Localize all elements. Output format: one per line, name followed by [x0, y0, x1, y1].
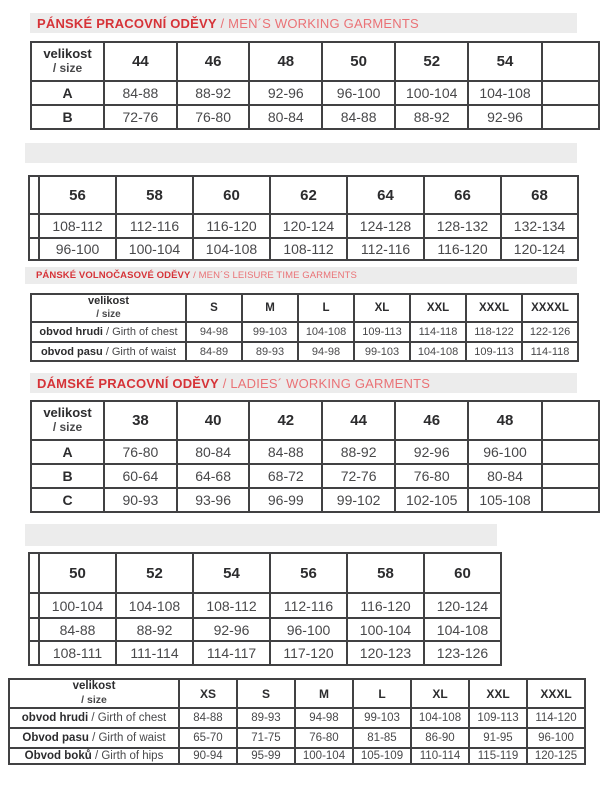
value-cell: 100-104 — [347, 618, 424, 641]
row-label-cell — [9, 748, 179, 764]
ladies-working-table-part1-clip — [30, 400, 600, 519]
value-cell: 123-126 — [424, 641, 501, 665]
value-cell: 108-112 — [39, 214, 116, 238]
corner-cell — [31, 42, 104, 81]
section-title-czech: DÁMSKÉ PRACOVNÍ ODĚVY — [37, 375, 219, 391]
size-cell: 46 — [395, 401, 468, 440]
size-cell: 54 — [193, 553, 270, 593]
value-cell: 120-125 — [527, 748, 585, 764]
value-cell: 92-96 — [468, 105, 541, 129]
row-label-cell: C — [31, 488, 104, 512]
corner-label-czech: velikost — [43, 46, 92, 62]
measurement-row — [29, 214, 578, 238]
corner-label-english: / size — [96, 308, 121, 320]
value-cell: 109-113 — [466, 342, 522, 361]
value-cell: 105-108 — [468, 488, 541, 512]
value-cell: 120-124 — [501, 238, 578, 260]
size-cell: XXXL — [466, 294, 522, 322]
clipped-column-cell — [542, 42, 599, 81]
size-cell: 66 — [424, 176, 501, 214]
value-cell: 90-93 — [104, 488, 177, 512]
size-header-row — [31, 42, 599, 81]
mens-working-sizes-table-part1 — [30, 41, 600, 130]
size-header-row — [9, 679, 585, 708]
size-cell: M — [242, 294, 298, 322]
value-cell: 96-100 — [468, 440, 541, 464]
value-cell: 104-108 — [298, 322, 354, 342]
size-cell: 56 — [270, 553, 347, 593]
row-label-english: / Girth of waist — [88, 732, 166, 744]
row-label-cell: B — [31, 105, 104, 129]
value-cell: 99-102 — [322, 488, 395, 512]
value-cell: 84-88 — [249, 440, 322, 464]
row-label-cell: B — [31, 464, 104, 488]
value-cell: 109-113 — [469, 708, 527, 728]
row-label-cell — [31, 342, 186, 361]
size-cell: 60 — [193, 176, 270, 214]
clipped-column-cell — [29, 238, 39, 260]
measurement-row — [29, 641, 501, 665]
row-label-cell — [9, 708, 179, 728]
size-cell: 48 — [249, 42, 322, 81]
row-label-czech: obvod hrudi — [21, 712, 89, 724]
ladies-working-sizes-table-part1 — [30, 400, 600, 513]
value-cell: 116-120 — [193, 214, 270, 238]
value-cell: 120-124 — [424, 593, 501, 618]
value-cell: 60-64 — [104, 464, 177, 488]
value-cell: 116-120 — [347, 593, 424, 618]
size-cell: S — [237, 679, 295, 708]
value-cell: 100-104 — [395, 81, 468, 105]
section-band-spacer-2 — [25, 524, 497, 546]
measurement-row — [31, 81, 599, 105]
size-cell: 44 — [104, 42, 177, 81]
size-cell: 54 — [468, 42, 541, 81]
section-band-spacer-1 — [25, 143, 577, 163]
value-cell: 120-124 — [270, 214, 347, 238]
value-cell: 104-108 — [411, 708, 469, 728]
clipped-column-cell — [29, 176, 39, 214]
value-cell: 117-120 — [270, 641, 347, 665]
value-cell: 108-112 — [270, 238, 347, 260]
value-cell: 110-114 — [411, 748, 469, 764]
size-cell: 38 — [104, 401, 177, 440]
value-cell: 88-92 — [177, 81, 250, 105]
size-cell: 46 — [177, 42, 250, 81]
size-header-row — [29, 176, 578, 214]
size-cell: 58 — [116, 176, 193, 214]
value-cell: 99-103 — [353, 708, 411, 728]
size-cell: XXL — [410, 294, 466, 322]
value-cell: 68-72 — [249, 464, 322, 488]
size-cell: 50 — [39, 553, 116, 593]
mens-leisure-sizes-table — [30, 293, 579, 362]
value-cell: 114-117 — [193, 641, 270, 665]
value-cell: 112-116 — [270, 593, 347, 618]
clipped-column-cell — [29, 553, 39, 593]
value-cell: 115-119 — [469, 748, 527, 764]
value-cell: 94-98 — [186, 322, 242, 342]
size-cell: 68 — [501, 176, 578, 214]
clipped-column-cell — [29, 641, 39, 665]
value-cell: 84-88 — [104, 81, 177, 105]
row-label-english: / Girth of waist — [102, 345, 177, 358]
size-cell: 40 — [177, 401, 250, 440]
section-header-ladies-working — [30, 373, 577, 393]
measurement-row — [9, 748, 585, 764]
corner-label-english: / size — [52, 420, 83, 435]
measurement-row — [31, 488, 599, 512]
value-cell: 76-80 — [177, 105, 250, 129]
value-cell: 128-132 — [424, 214, 501, 238]
section-header-mens-leisure — [25, 267, 577, 284]
size-cell: 48 — [468, 401, 541, 440]
value-cell: 76-80 — [295, 728, 353, 748]
value-cell: 104-108 — [116, 593, 193, 618]
size-cell: 56 — [39, 176, 116, 214]
size-cell: L — [298, 294, 354, 322]
size-cell: S — [186, 294, 242, 322]
measurement-row — [31, 105, 599, 129]
value-cell: 118-122 — [466, 322, 522, 342]
row-label-czech: obvod hrudi — [39, 326, 103, 338]
value-cell: 72-76 — [322, 464, 395, 488]
ladies-measurements-table — [8, 678, 586, 765]
measurement-row — [31, 322, 578, 342]
measurement-row — [29, 238, 578, 260]
section-title-czech: PÁNSKÉ VOLNOČASOVÉ ODĚVY — [36, 270, 191, 281]
value-cell: 96-100 — [527, 728, 585, 748]
clipped-column-cell — [29, 214, 39, 238]
corner-cell — [9, 679, 179, 708]
value-cell: 96-100 — [322, 81, 395, 105]
value-cell: 90-94 — [179, 748, 237, 764]
value-cell: 80-84 — [468, 464, 541, 488]
value-cell: 94-98 — [295, 708, 353, 728]
value-cell: 100-104 — [116, 238, 193, 260]
value-cell: 91-95 — [469, 728, 527, 748]
value-cell: 81-85 — [353, 728, 411, 748]
size-cell: 52 — [116, 553, 193, 593]
section-title-english: / LADIES´ WORKING GARMENTS — [218, 375, 431, 391]
measurement-row — [31, 342, 578, 361]
value-cell: 112-116 — [347, 238, 424, 260]
value-cell: 92-96 — [249, 81, 322, 105]
size-cell: XL — [354, 294, 410, 322]
size-cell: L — [353, 679, 411, 708]
value-cell: 116-120 — [424, 238, 501, 260]
size-cell: 58 — [347, 553, 424, 593]
row-label-czech: Obvod pasu — [22, 732, 89, 744]
section-title-english: / MEN´S LEISURE TIME GARMENTS — [190, 270, 357, 281]
size-header-row — [31, 294, 578, 322]
value-cell: 114-118 — [522, 342, 578, 361]
clipped-column-cell — [542, 105, 599, 129]
value-cell: 84-89 — [186, 342, 242, 361]
size-cell: 50 — [322, 42, 395, 81]
row-label-english: / Girth of hips — [91, 750, 164, 762]
row-label-czech: obvod pasu — [40, 345, 103, 358]
value-cell: 96-100 — [270, 618, 347, 641]
value-cell: 104-108 — [193, 238, 270, 260]
value-cell: 104-108 — [468, 81, 541, 105]
section-title-english: / MEN´S WORKING GARMENTS — [216, 15, 419, 31]
value-cell: 95-99 — [237, 748, 295, 764]
value-cell: 120-123 — [347, 641, 424, 665]
value-cell: 122-126 — [522, 322, 578, 342]
value-cell: 86-90 — [411, 728, 469, 748]
value-cell: 89-93 — [242, 342, 298, 361]
value-cell: 84-88 — [179, 708, 237, 728]
clipped-column-cell — [29, 618, 39, 641]
corner-label-english: / size — [81, 694, 107, 707]
section-header-mens-working — [30, 13, 577, 33]
size-cell: XXXL — [527, 679, 585, 708]
value-cell: 105-109 — [353, 748, 411, 764]
value-cell: 99-103 — [242, 322, 298, 342]
clipped-column-cell — [542, 464, 599, 488]
value-cell: 93-96 — [177, 488, 250, 512]
row-label-cell: A — [31, 81, 104, 105]
row-label-english: / Girth of chest — [88, 712, 167, 724]
value-cell: 100-104 — [39, 593, 116, 618]
value-cell: 114-120 — [527, 708, 585, 728]
row-label-czech: Obvod boků — [24, 750, 92, 762]
value-cell: 76-80 — [395, 464, 468, 488]
size-cell: 60 — [424, 553, 501, 593]
value-cell: 99-103 — [354, 342, 410, 361]
size-cell: 42 — [249, 401, 322, 440]
value-cell: 96-99 — [249, 488, 322, 512]
value-cell: 108-111 — [39, 641, 116, 665]
clipped-column-cell — [29, 593, 39, 618]
value-cell: 104-108 — [424, 618, 501, 641]
size-cell: 64 — [347, 176, 424, 214]
value-cell: 108-112 — [193, 593, 270, 618]
clipped-column-cell — [542, 440, 599, 464]
value-cell: 114-118 — [410, 322, 466, 342]
row-label-cell: A — [31, 440, 104, 464]
size-cell: 44 — [322, 401, 395, 440]
measurement-row — [9, 708, 585, 728]
value-cell: 84-88 — [39, 618, 116, 641]
value-cell: 96-100 — [39, 238, 116, 260]
size-header-row — [31, 401, 599, 440]
corner-label-czech: velikost — [72, 680, 116, 693]
corner-label-czech: velikost — [88, 295, 129, 308]
clipped-column-cell — [542, 401, 599, 440]
value-cell: 109-113 — [354, 322, 410, 342]
value-cell: 100-104 — [295, 748, 353, 764]
clipped-column-cell — [542, 81, 599, 105]
measurement-row — [31, 464, 599, 488]
corner-cell — [31, 401, 104, 440]
value-cell: 80-84 — [177, 440, 250, 464]
value-cell: 102-105 — [395, 488, 468, 512]
size-cell: 62 — [270, 176, 347, 214]
ladies-working-sizes-table-part2 — [28, 552, 502, 666]
value-cell: 124-128 — [347, 214, 424, 238]
value-cell: 132-134 — [501, 214, 578, 238]
value-cell: 92-96 — [193, 618, 270, 641]
value-cell: 94-98 — [298, 342, 354, 361]
corner-cell — [31, 294, 186, 322]
measurement-row — [29, 593, 501, 618]
value-cell: 88-92 — [116, 618, 193, 641]
mens-working-sizes-table-part2 — [28, 175, 579, 261]
value-cell: 111-114 — [116, 641, 193, 665]
value-cell: 84-88 — [322, 105, 395, 129]
clipped-column-cell — [542, 488, 599, 512]
value-cell: 72-76 — [104, 105, 177, 129]
section-title-czech: PÁNSKÉ PRACOVNÍ ODĚVY — [37, 15, 217, 31]
corner-label-czech: velikost — [43, 405, 92, 421]
value-cell: 71-75 — [237, 728, 295, 748]
size-cell: XL — [411, 679, 469, 708]
measurement-row — [29, 618, 501, 641]
value-cell: 65-70 — [179, 728, 237, 748]
size-cell: XXL — [469, 679, 527, 708]
value-cell: 88-92 — [395, 105, 468, 129]
measurement-row — [9, 728, 585, 748]
value-cell: 89-93 — [237, 708, 295, 728]
mens-working-table-part1-clip — [30, 41, 600, 136]
value-cell: 104-108 — [410, 342, 466, 361]
size-cell: M — [295, 679, 353, 708]
measurement-row — [31, 440, 599, 464]
size-cell: XS — [179, 679, 237, 708]
size-cell: XXXXL — [522, 294, 578, 322]
corner-label-english: / size — [52, 61, 83, 76]
row-label-cell — [9, 728, 179, 748]
row-label-english: / Girth of chest — [102, 326, 178, 338]
size-header-row — [29, 553, 501, 593]
row-label-cell — [31, 322, 186, 342]
value-cell: 76-80 — [104, 440, 177, 464]
size-cell: 52 — [395, 42, 468, 81]
value-cell: 88-92 — [322, 440, 395, 464]
value-cell: 64-68 — [177, 464, 250, 488]
value-cell: 80-84 — [249, 105, 322, 129]
value-cell: 112-116 — [116, 214, 193, 238]
value-cell: 92-96 — [395, 440, 468, 464]
